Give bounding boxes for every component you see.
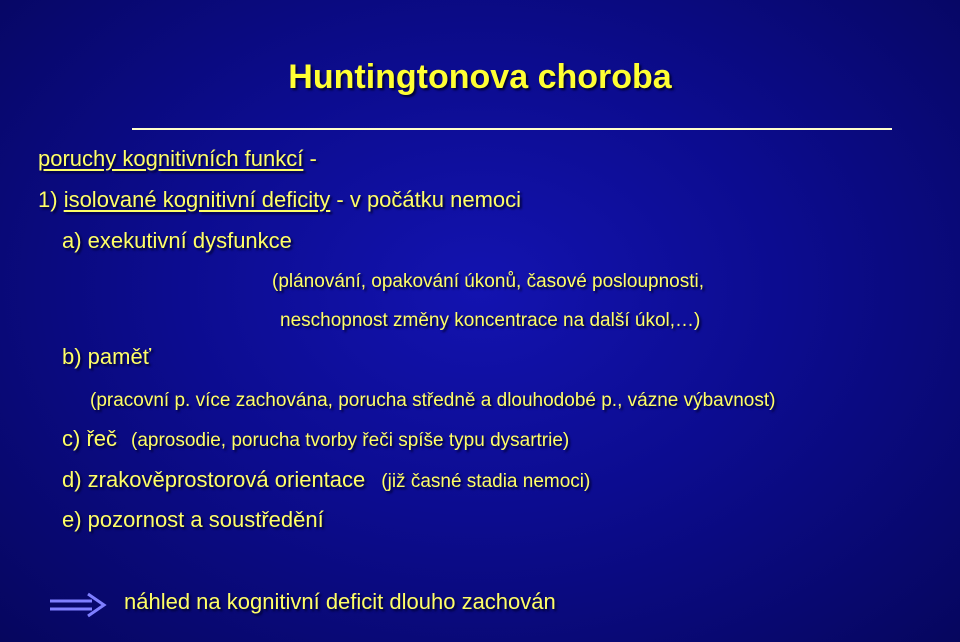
heading-link: poruchy kognitivních funkcí bbox=[38, 146, 304, 171]
title-divider bbox=[132, 128, 892, 130]
item-1-line bbox=[38, 187, 521, 213]
item-c-line bbox=[62, 426, 569, 452]
slide-title: Huntingtonova choroba bbox=[288, 58, 672, 96]
item-c-detail: (aprosodie, porucha tvorby řeči spíše typu dysartrie) bbox=[131, 430, 570, 451]
heading-line bbox=[38, 146, 317, 172]
heading-dash: - bbox=[303, 146, 317, 171]
item-1-suffix: - v počátku nemoci bbox=[330, 187, 522, 212]
item-d-detail: (již časné stadia nemoci) bbox=[381, 471, 591, 492]
item-d: d) zrakověprostorová orientace bbox=[62, 467, 366, 492]
item-1-link: isolované kognitivní deficity bbox=[63, 187, 331, 212]
item-b: b) paměť bbox=[62, 344, 151, 369]
item-b-detail: (pracovní p. více zachována, porucha středně a dlouhodobé p., vázne výbavnost) bbox=[90, 390, 776, 411]
item-a-detail-2: neschopnost změny koncentrace na další úkol,…) bbox=[280, 310, 701, 331]
item-d-line bbox=[62, 467, 590, 493]
conclusion: náhled na kognitivní deficit dlouho zachován bbox=[124, 589, 556, 614]
item-e: e) pozornost a soustředění bbox=[62, 507, 324, 532]
item-c: c) řeč bbox=[62, 426, 117, 451]
item-a: a) exekutivní dysfunkce bbox=[62, 228, 292, 253]
item-1-prefix: 1) bbox=[38, 187, 64, 212]
item-a-detail-1: (plánování, opakování úkonů, časové posloupnosti, bbox=[272, 271, 705, 292]
double-arrow-right-icon bbox=[48, 590, 108, 620]
